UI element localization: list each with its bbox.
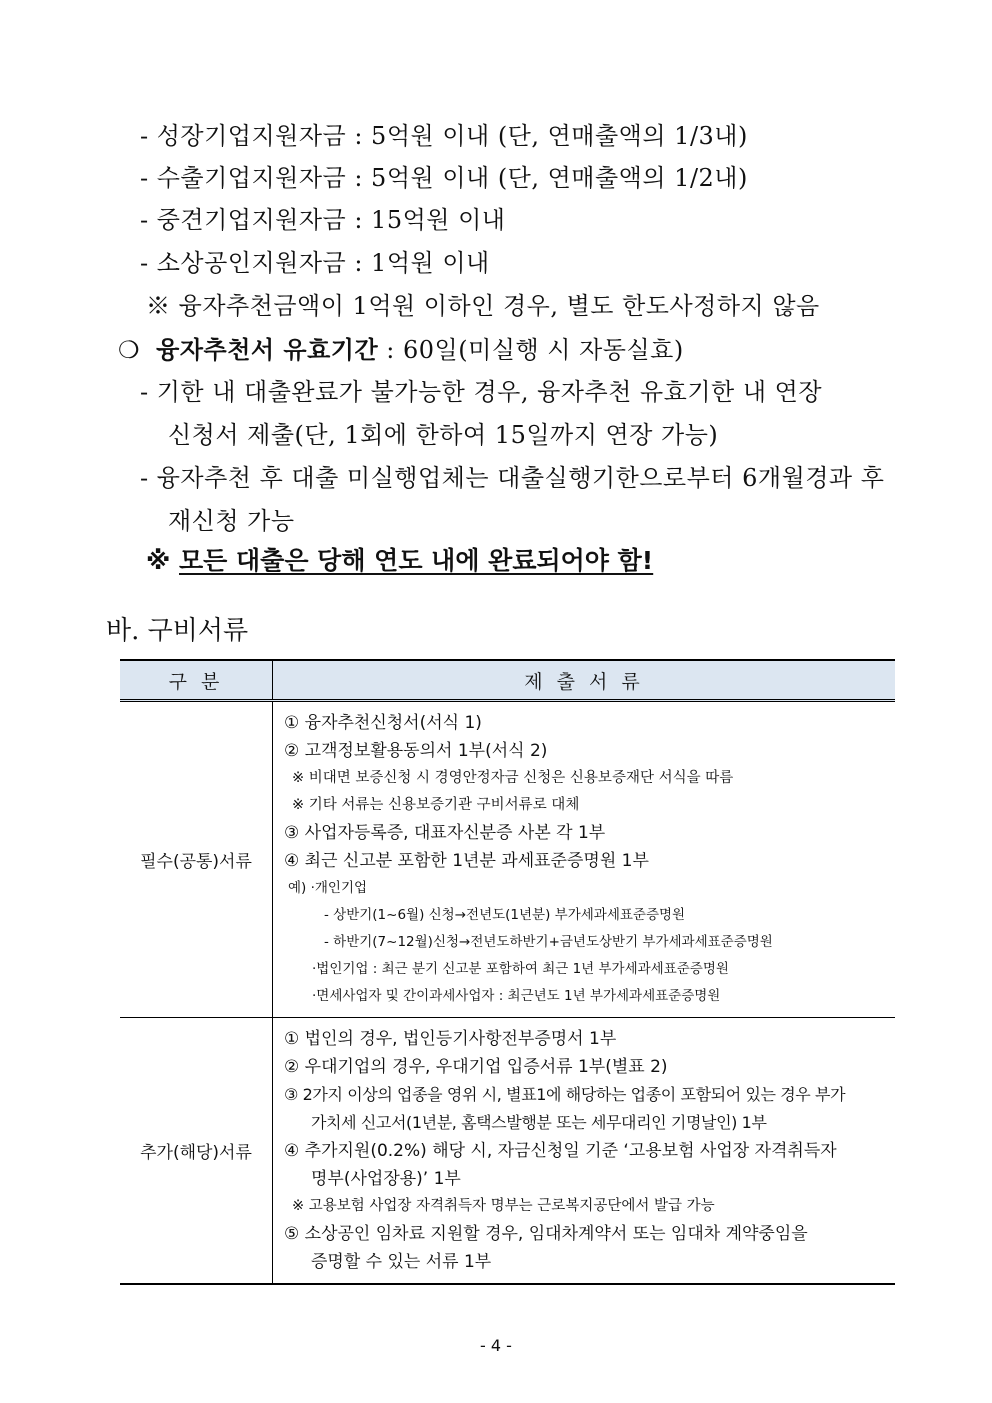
list-item-continued: 증명할 수 있는 서류 1부	[311, 1252, 492, 1272]
list-item: ⑤ 소상공인 임차료 지원할 경우, 임대차계약서 또는 임대차 계약중임을	[284, 1224, 808, 1244]
notice-text: 모든 대출은 당해 연도 내에 완료되어야 함!	[179, 546, 654, 575]
validity-item-1-line-2: 신청서 제출(단, 1회에 한하여 15일까지 연장 가능)	[168, 421, 719, 449]
note-item: ※ 고용보험 사업장 자격취득자 명부는 근로복지공단에서 발급 가능	[292, 1198, 715, 1214]
validity-heading	[118, 330, 684, 365]
header-category: 구 분	[120, 660, 273, 701]
note-item: ※ 비대면 보증신청 시 경영안정자금 신청은 신용보증재단 서식을 따름	[292, 770, 734, 786]
header-documents: 제 출 서 류	[273, 660, 896, 701]
validity-label: 융자추천서 유효기간	[156, 335, 379, 364]
validity-item-2-line-2: 재신청 가능	[168, 507, 295, 535]
example-item: - 하반기(7~12월)신청→전년도하반기+금년도상반기 부가세과세표준증명원	[324, 934, 773, 950]
list-item: ④ 추가지원(0.2%) 해당 시, 자금신청일 기준 ‘고용보험 사업장 자격취득자	[284, 1141, 837, 1161]
limit-item-smallbiz: - 소상공인지원자금 : 1억원 이내	[140, 249, 490, 277]
example-item: 예) ·개인기업	[288, 880, 368, 896]
limit-item-midsize: - 중견기업지원자금 : 15억원 이내	[140, 206, 506, 234]
required-docs-cell	[273, 701, 896, 1018]
category-required: 필수(공통)서류	[120, 701, 273, 1018]
section-title: 바. 구비서류	[106, 616, 249, 646]
validity-text: : 60일(미실행 시 자동실효)	[378, 336, 684, 364]
category-additional: 추가(해당)서류	[120, 1018, 273, 1285]
note-item: ※ 기타 서류는 신용보증기관 구비서류로 대체	[292, 797, 580, 813]
list-item: ② 고객정보활용동의서 1부(서식 2)	[284, 741, 548, 761]
list-item: ③ 2가지 이상의 업종을 영위 시, 별표1에 해당하는 업종이 포함되어 있는 경우 부가	[284, 1085, 846, 1104]
table-row-additional	[120, 1018, 895, 1285]
circle-bullet-icon: ❍	[118, 336, 141, 364]
required-documents-table	[120, 659, 895, 1285]
limit-item-export: - 수출기업지원자금 : 5억원 이내 (단, 연매출액의 1/2내)	[140, 164, 748, 192]
limit-note: ※ 융자추천금액이 1억원 이하인 경우, 별도 한도사정하지 않음	[146, 292, 820, 320]
list-item: ③ 사업자등록증, 대표자신분증 사본 각 1부	[284, 823, 606, 843]
table-row-required	[120, 701, 895, 1018]
additional-docs-cell	[273, 1018, 896, 1285]
validity-item-1-line-1: - 기한 내 대출완료가 불가능한 경우, 융자추천 유효기한 내 연장	[140, 378, 822, 406]
table-header-row	[120, 660, 895, 701]
example-item: ·면세사업자 및 간이과세사업자 : 최근년도 1년 부가세과세표준증명원	[312, 988, 721, 1004]
limit-item-growth: - 성장기업지원자금 : 5억원 이내 (단, 연매출액의 1/3내)	[140, 122, 748, 150]
notice-mark: ※	[146, 546, 180, 575]
list-item: ① 법인의 경우, 법인등기사항전부증명서 1부	[284, 1029, 617, 1049]
list-item: ① 융자추천신청서(서식 1)	[284, 713, 482, 733]
list-item-continued: 명부(사업장용)’ 1부	[311, 1169, 461, 1189]
completion-notice	[146, 541, 653, 577]
example-item: ·법인기업 : 최근 분기 신고분 포함하여 최근 1년 부가세과세표준증명원	[312, 961, 729, 977]
validity-item-2-line-1: - 융자추천 후 대출 미실행업체는 대출실행기한으로부터 6개월경과 후	[140, 464, 885, 492]
example-item: - 상반기(1~6월) 신청→전년도(1년분) 부가세과세표준증명원	[324, 907, 686, 923]
list-item-continued: 가치세 신고서(1년분, 홈택스발행분 또는 세무대리인 기명날인) 1부	[311, 1113, 767, 1132]
page-number: - 4 -	[480, 1336, 512, 1355]
list-item: ④ 최근 신고분 포함한 1년분 과세표준증명원 1부	[284, 851, 649, 871]
list-item: ② 우대기업의 경우, 우대기업 입증서류 1부(별표 2)	[284, 1057, 668, 1077]
